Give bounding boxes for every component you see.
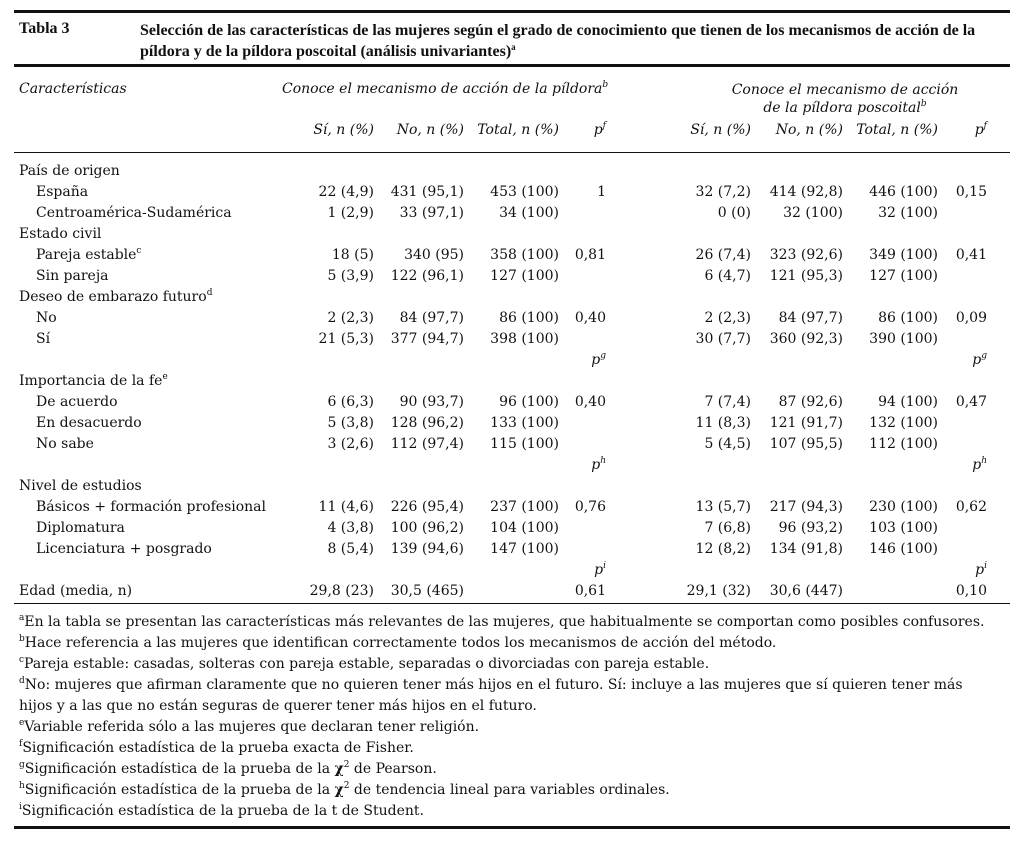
cell-si-poscoital: 29,1 (32) bbox=[686, 583, 751, 599]
cell-si-poscoital: 7 (7,4) bbox=[704, 394, 751, 410]
cell-no-poscoital: 414 (92,8) bbox=[769, 184, 843, 200]
row-label: No bbox=[36, 310, 57, 326]
footnote: $^g$Significación estadística de la prueba de la $\chi^2$ de Pearson. bbox=[19, 760, 437, 777]
cell-si-poscoital: 12 (8,2) bbox=[695, 541, 751, 557]
cell-si-pildora: 6 (6,3) bbox=[327, 394, 374, 410]
cell-si-poscoital: 5 (4,5) bbox=[704, 436, 751, 452]
cell-no-pildora: 84 (97,7) bbox=[399, 310, 464, 326]
row-group-label: Importancia de la $fe^e$ bbox=[19, 372, 168, 389]
cell-no-poscoital: 87 (92,6) bbox=[778, 394, 843, 410]
cell-no-pildora: 139 (94,6) bbox=[390, 541, 464, 557]
cell-si-pildora: 3 (2,6) bbox=[327, 436, 374, 452]
cell-total-pildora: 453 (100) bbox=[490, 184, 559, 200]
cell-total-poscoital: 146 (100) bbox=[869, 541, 938, 557]
footnote: $^d$No: mujeres que afirman claramente que no quieren tener más hijos en el futuro. Sí: incluye a las mujeres que sí quieren tener más bbox=[19, 676, 963, 693]
footnote: $^b$Hace referencia a las mujeres que identifican correctamente todos los mecanismos de acción del método. bbox=[19, 634, 777, 651]
cell-p-poscoital: 0,41 bbox=[955, 247, 987, 263]
header-total-2: Total, n (%) bbox=[856, 122, 938, 138]
cell-p-poscoital: 0,62 bbox=[955, 499, 987, 515]
cell-no-poscoital: 30,6 (447) bbox=[769, 583, 843, 599]
cell-si-pildora: 29,8 (23) bbox=[309, 583, 374, 599]
cell-no-pildora: 33 (97,1) bbox=[399, 205, 464, 221]
row-label: Sí bbox=[36, 331, 51, 347]
table-caption: Selección de las características de las mujeres según el grado de conocimiento que tienen de los mecanismos de acción de la píldora y de la píldora poscoital (análisis univariantes)$^a$ bbox=[140, 22, 976, 60]
cell-no-poscoital: 121 (91,7) bbox=[769, 415, 843, 431]
cell-si-pildora: 5 (3,8) bbox=[327, 415, 374, 431]
p-test-mark: $p^h$ bbox=[972, 456, 987, 473]
cell-si-pildora: 8 (5,4) bbox=[327, 541, 374, 557]
footnote: $^e$Variable referida sólo a las mujeres que declaran tener religión. bbox=[19, 718, 480, 735]
row-label: Diplomatura bbox=[36, 520, 125, 536]
cell-total-poscoital: 390 (100) bbox=[869, 331, 938, 347]
cell-p-pildora: 1 bbox=[597, 184, 606, 200]
footnote: $^i$Significación estadística de la prueba de la t de Student. bbox=[19, 802, 424, 819]
row-label: Centroamérica-Sudamérica bbox=[36, 205, 232, 221]
cell-si-poscoital: 2 (2,3) bbox=[704, 310, 751, 326]
cell-no-pildora: 431 (95,1) bbox=[390, 184, 464, 200]
cell-total-pildora: 147 (100) bbox=[490, 541, 559, 557]
cell-p-pildora: 0,40 bbox=[574, 310, 606, 326]
header-group-poscoital-line1: Conoce el mecanismo de acción bbox=[731, 82, 959, 98]
p-test-mark: $p^h$ bbox=[591, 456, 606, 473]
row-group-label: Edad (media, n) bbox=[19, 583, 133, 599]
cell-p-poscoital: 0,47 bbox=[955, 394, 987, 410]
row-group-label: País de origen bbox=[19, 163, 120, 179]
cell-total-pildora: 133 (100) bbox=[490, 415, 559, 431]
p-test-mark: $p^g$ bbox=[972, 351, 987, 368]
cell-p-pildora: 0,81 bbox=[574, 247, 606, 263]
cell-total-poscoital: 230 (100) bbox=[869, 499, 938, 515]
header-group-poscoital bbox=[700, 81, 990, 117]
cell-no-pildora: 340 (95) bbox=[404, 247, 464, 263]
cell-si-pildora: 22 (4,9) bbox=[318, 184, 374, 200]
row-label: No sabe bbox=[36, 436, 94, 452]
row-group-label: Estado civil bbox=[19, 226, 102, 242]
cell-no-poscoital: 360 (92,3) bbox=[769, 331, 843, 347]
row-label: Pareja estable$^c$ bbox=[36, 246, 142, 263]
cell-no-poscoital: 121 (95,3) bbox=[769, 268, 843, 284]
row-label: Básicos + formación profesional bbox=[36, 499, 267, 515]
row-group-label: Deseo de embarazo futuro$^d$ bbox=[19, 288, 213, 305]
cell-p-poscoital: 0,10 bbox=[955, 583, 987, 599]
cell-no-pildora: 112 (97,4) bbox=[390, 436, 464, 452]
row-label: Sin pareja bbox=[36, 268, 109, 284]
header-si-2: Sí, n (%) bbox=[690, 122, 751, 138]
footnote: $^f$Significación estadística de la prueba exacta de Fisher. bbox=[19, 739, 414, 756]
cell-p-poscoital: 0,09 bbox=[955, 310, 987, 326]
cell-si-poscoital: 7 (6,8) bbox=[704, 520, 751, 536]
cell-total-pildora: 237 (100) bbox=[490, 499, 559, 515]
cell-si-pildora: 18 (5) bbox=[331, 247, 374, 263]
cell-total-pildora: 86 (100) bbox=[499, 310, 559, 326]
cell-total-poscoital: 132 (100) bbox=[869, 415, 938, 431]
cell-p-pildora: 0,76 bbox=[574, 499, 606, 515]
footnote: $^a$En la tabla se presentan las características más relevantes de las mujeres, que habitualmente se comportan como posibles confusores. bbox=[19, 613, 985, 630]
footnote: $^h$Significación estadística de la prueba de la $\chi^2$ de tendencia lineal para variables ordinales. bbox=[19, 781, 670, 798]
p-test-mark: $p^i$ bbox=[594, 561, 606, 578]
cell-p-pildora: 0,40 bbox=[574, 394, 606, 410]
cell-total-poscoital: 349 (100) bbox=[869, 247, 938, 263]
cell-total-poscoital: 127 (100) bbox=[869, 268, 938, 284]
footnote: $^c$Pareja estable: casadas, solteras con pareja estable, separadas o divorciadas con pareja estable. bbox=[19, 655, 710, 672]
header-no-2: No, n (%) bbox=[775, 122, 843, 138]
header-p-1: $p^f$ bbox=[593, 121, 606, 138]
body-bottom-rule bbox=[14, 603, 1010, 604]
row-label: De acuerdo bbox=[36, 394, 118, 410]
header-rule bbox=[14, 152, 1010, 153]
cell-total-pildora: 127 (100) bbox=[490, 268, 559, 284]
p-test-mark: $p^g$ bbox=[591, 351, 606, 368]
cell-no-poscoital: 107 (95,5) bbox=[769, 436, 843, 452]
bottom-rule bbox=[14, 826, 1010, 829]
cell-total-poscoital: 112 (100) bbox=[869, 436, 938, 452]
cell-si-poscoital: 11 (8,3) bbox=[695, 415, 751, 431]
cell-p-poscoital: 0,15 bbox=[955, 184, 987, 200]
caption-rule bbox=[14, 64, 1010, 67]
cell-no-pildora: 30,5 (465) bbox=[390, 583, 464, 599]
cell-total-poscoital: 86 (100) bbox=[878, 310, 938, 326]
cell-no-pildora: 226 (95,4) bbox=[390, 499, 464, 515]
cell-total-poscoital: 103 (100) bbox=[869, 520, 938, 536]
row-label: España bbox=[36, 184, 89, 200]
cell-si-poscoital: 13 (5,7) bbox=[695, 499, 751, 515]
cell-si-pildora: 5 (3,9) bbox=[327, 268, 374, 284]
cell-si-poscoital: 30 (7,7) bbox=[695, 331, 751, 347]
p-test-mark: $p^i$ bbox=[975, 561, 987, 578]
top-rule bbox=[14, 10, 1010, 13]
cell-no-poscoital: 32 (100) bbox=[783, 205, 843, 221]
cell-total-pildora: 34 (100) bbox=[499, 205, 559, 221]
cell-si-poscoital: 26 (7,4) bbox=[695, 247, 751, 263]
cell-si-pildora: 1 (2,9) bbox=[327, 205, 374, 221]
cell-no-poscoital: 323 (92,6) bbox=[769, 247, 843, 263]
cell-no-poscoital: 217 (94,3) bbox=[769, 499, 843, 515]
cell-no-pildora: 128 (96,2) bbox=[390, 415, 464, 431]
cell-total-poscoital: 94 (100) bbox=[878, 394, 938, 410]
cell-si-pildora: 21 (5,3) bbox=[318, 331, 374, 347]
cell-si-poscoital: 6 (4,7) bbox=[704, 268, 751, 284]
cell-no-poscoital: 84 (97,7) bbox=[778, 310, 843, 326]
cell-total-poscoital: 32 (100) bbox=[878, 205, 938, 221]
cell-p-pildora: 0,61 bbox=[574, 583, 606, 599]
cell-si-pildora: 11 (4,6) bbox=[318, 499, 374, 515]
footnote: hijos y a las que no están seguras de querer tener más hijos en el futuro. bbox=[19, 698, 537, 714]
cell-total-pildora: 96 (100) bbox=[499, 394, 559, 410]
cell-si-pildora: 2 (2,3) bbox=[327, 310, 374, 326]
header-group-pildora: Conoce el mecanismo de acción de la píldora$^b$ bbox=[282, 80, 609, 97]
header-characteristics: Características bbox=[19, 81, 127, 97]
row-label: Licenciatura + posgrado bbox=[36, 541, 212, 557]
header-total-1: Total, n (%) bbox=[477, 122, 559, 138]
cell-no-poscoital: 134 (91,8) bbox=[769, 541, 843, 557]
cell-no-pildora: 100 (96,2) bbox=[390, 520, 464, 536]
cell-si-poscoital: 32 (7,2) bbox=[695, 184, 751, 200]
cell-total-pildora: 104 (100) bbox=[490, 520, 559, 536]
row-group-label: Nivel de estudios bbox=[19, 478, 142, 494]
cell-total-poscoital: 446 (100) bbox=[869, 184, 938, 200]
header-si-1: Sí, n (%) bbox=[313, 122, 374, 138]
cell-si-poscoital: 0 (0) bbox=[717, 205, 751, 221]
cell-total-pildora: 115 (100) bbox=[490, 436, 559, 452]
header-p-2: $p^f$ bbox=[974, 121, 987, 138]
row-label: En desacuerdo bbox=[36, 415, 142, 431]
cell-total-pildora: 398 (100) bbox=[490, 331, 559, 347]
cell-total-pildora: 358 (100) bbox=[490, 247, 559, 263]
cell-no-pildora: 122 (96,1) bbox=[390, 268, 464, 284]
header-no-1: No, n (%) bbox=[396, 122, 464, 138]
table-label: Tabla 3 bbox=[19, 20, 70, 37]
header-group-poscoital-line2: de la píldora poscoital$^b$ bbox=[763, 99, 927, 116]
cell-no-pildora: 90 (93,7) bbox=[399, 394, 464, 410]
cell-si-pildora: 4 (3,8) bbox=[327, 520, 374, 536]
cell-no-pildora: 377 (94,7) bbox=[390, 331, 464, 347]
cell-no-poscoital: 96 (93,2) bbox=[778, 520, 843, 536]
